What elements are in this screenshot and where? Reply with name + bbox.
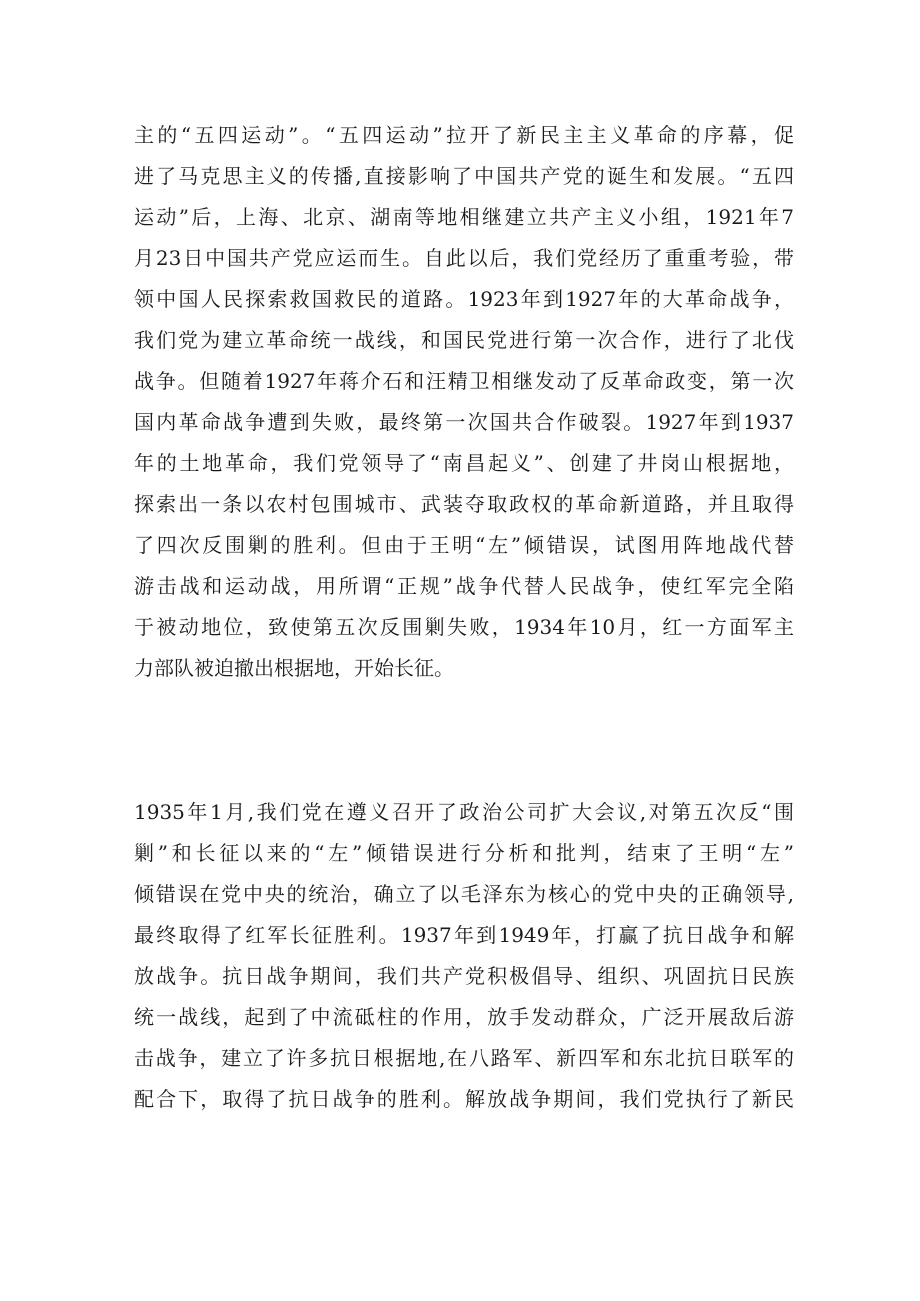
text-line: 探索出一条以农村包围城市、武装夺取政权的革命新道路，并且取得 [134, 492, 794, 516]
text-line: 战争。但随着1927年蒋介石和汪精卫相继发动了反革命政变，第一次 [134, 369, 794, 393]
text-line: 年的土地革命，我们党领导了“南昌起义”、创建了井岗山根据地， [134, 451, 794, 475]
text-line: 倾错误在党中央的统治，确立了以毛泽东为核心的党中央的正确领导, [134, 882, 794, 906]
text-line: 游击战和运动战，用所谓“正规”战争代替人民战争，使红军完全陷 [134, 574, 794, 598]
text-line: 运动”后，上海、北京、湖南等地相继建立共产主义小组，1921年7 [134, 205, 794, 229]
text-line: 击战争，建立了许多抗日根据地,在八路军、新四军和东北抗日联军的 [134, 1046, 794, 1070]
text-line: 剿”和长征以来的“左”倾错误进行分析和批判，结束了王明“左” [134, 841, 794, 865]
text-line: 我们党为建立革命统一战线，和国民党进行第一次合作，进行了北伐 [134, 328, 794, 352]
text-line: 放战争。抗日战争期间，我们共产党积极倡导、组织、巩固抗日民族 [134, 964, 794, 988]
text-line: 配合下，取得了抗日战争的胜利。解放战争期间，我们党执行了新民 [134, 1087, 794, 1111]
text-line: 了四次反围剿的胜利。但由于王明“左”倾错误，试图用阵地战代替 [134, 533, 794, 557]
text-line: 1935年1月,我们党在遵义召开了政治公司扩大会议,对第五次反“围 [134, 800, 794, 824]
text-line: 进了马克思主义的传播,直接影响了中国共产党的诞生和发展。“五四 [134, 164, 794, 188]
text-line: 主的“五四运动”。“五四运动”拉开了新民主主义革命的序幕，促 [134, 123, 794, 147]
text-line: 统一战线，起到了中流砥柱的作用，放手发动群众，广泛开展敌后游 [134, 1005, 794, 1029]
paragraph-zunyi-to-liberation [134, 792, 794, 1120]
text-line: 力部队被迫撤出根据地，开始长征。 [134, 656, 454, 680]
text-line: 最终取得了红军长征胜利。1937年到1949年，打赢了抗日战争和解 [134, 923, 794, 947]
text-line: 月23日中国共产党应运而生。自此以后，我们党经历了重重考验，带 [134, 246, 794, 270]
text-line: 国内革命战争遭到失败，最终第一次国共合作破裂。1927年到1937 [134, 410, 794, 434]
text-line: 于被动地位，致使第五次反围剿失败，1934年10月，红一方面军主 [134, 615, 794, 639]
text-line: 领中国人民探索救国救民的道路。1923年到1927年的大革命战争， [134, 287, 794, 311]
paragraph-may-fourth-to-long-march [134, 115, 794, 689]
